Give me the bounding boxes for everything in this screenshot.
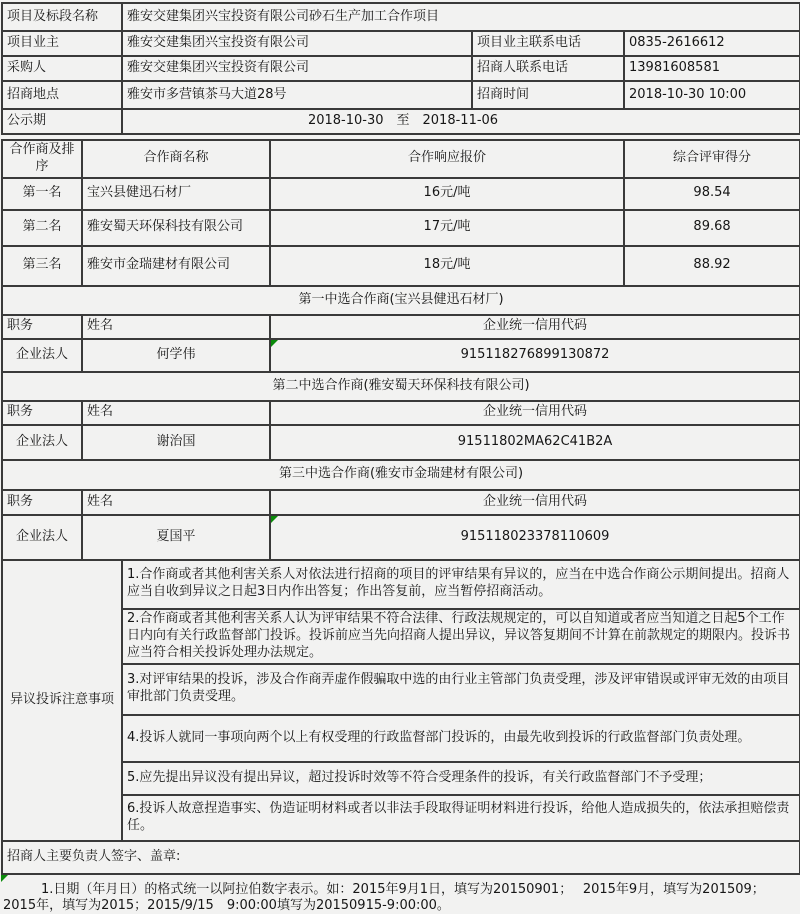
project-name-value: 雅安交建集团兴宝投资有限公司砂石生产加工合作项目 [122,3,800,31]
time-value: 2018-10-30 10:00 [624,81,800,109]
objection-item: 5.应先提出异议没有提出异议，超过投诉时效等不符合受理条件的投诉，有关行政监督部门不予受理； [122,762,800,795]
name-header: 姓名 [82,401,270,425]
objection-row [2,560,800,609]
credit-code-text: 915118023378110609 [460,528,610,544]
credit-code-value: 91511802MA62C41B2A [270,425,800,460]
table-row [2,56,800,81]
owner-phone-label: 项目业主联系电话 [472,31,624,56]
purchaser-value: 雅安交建集团兴宝投资有限公司 [122,56,472,81]
price-cell: 18元/吨 [270,246,624,286]
recruiter-phone-value: 13981608581 [624,56,800,81]
credit-code-header: 企业统一信用代码 [270,315,800,339]
objection-item: 2.合作商或者其他利害关系人认为评审结果不符合法律、行政法规规定的，可以自知道或者应当知道之日起5个工作日内向有关行政监督部门投诉。投诉前应当先向招商人提出异议，异议答复期间不计算在前款规定的期限内。投诉书应当符合相关投诉处理办法规定。 [122,609,800,664]
winner-header-row [2,315,800,339]
legal-person-name: 何学伟 [82,339,270,372]
winner-title-row [2,286,800,315]
company-cell: 雅安蜀天环保科技有限公司 [82,210,270,246]
legal-person-name: 夏国平 [82,515,270,560]
position-value: 企业法人 [2,339,82,372]
ranking-row [2,178,800,210]
objection-item: 3.对评审结果的投诉，涉及合作商弄虚作假骗取中选的由行业主管部门负责受理，涉及评审错误或评审无效的由项目审批部门负责受理。 [122,664,800,715]
date-format-note: 1.日期（年月日）的格式统一以阿拉伯数字表示。如：2015年9月1日，填写为20150901； 2015年9月，填写为201509；2015年，填写为2015；2015/9/15 9:00:00填写为20150915-9:00:00。 [3,881,765,914]
score-cell: 89.68 [624,210,800,246]
position-header: 职务 [2,315,82,339]
position-value: 企业法人 [2,515,82,560]
rank-cell: 第一名 [2,178,82,210]
objection-row [2,795,800,841]
objection-label: 异议投诉注意事项 [2,560,122,841]
winner-title-row [2,460,800,490]
company-cell: 宝兴县健迅石材厂 [82,178,270,210]
objection-item: 4.投诉人就同一事项向两个以上有权受理的行政监督部门投诉的，由最先收到投诉的行政监督部门负责处理。 [122,715,800,762]
publicity-period-label: 公示期 [2,109,122,134]
rank-cell: 第三名 [2,246,82,286]
objection-item: 6.投诉人故意捏造事实、伪造证明材料或者以非法手段取得证明材料进行投诉，给他人造成损失的，依法承担赔偿责任。 [122,795,800,841]
location-label: 招商地点 [2,81,122,109]
signature-row [2,841,800,874]
price-column-header: 合作响应报价 [270,140,624,178]
objection-row [2,762,800,795]
winner-value-row [2,339,800,372]
purchaser-label: 采购人 [2,56,122,81]
position-header: 职务 [2,401,82,425]
position-header: 职务 [2,490,82,515]
table-row [2,81,800,109]
winner-title: 第一中选合作商(宝兴县健迅石材厂) [2,286,800,315]
table-row [2,31,800,56]
legal-person-name: 谢治国 [82,425,270,460]
credit-code-text: 915118276899130872 [460,346,610,362]
objection-row [2,715,800,762]
publicity-period-value: 2018-10-30 至 2018-11-06 [122,109,800,134]
objection-row [2,609,800,664]
score-column-header: 综合评审得分 [624,140,800,178]
credit-code-header: 企业统一信用代码 [270,490,800,515]
name-header: 姓名 [82,490,270,515]
signature-label: 招商人主要负责人签字、盖章: [2,841,800,874]
winner-title: 第三中选合作商(雅安市金瑞建材有限公司) [2,460,800,490]
footer-note [1,875,799,914]
project-name-label: 项目及标段名称 [2,3,122,31]
winner-header-row [2,490,800,515]
rank-cell: 第二名 [2,210,82,246]
name-column-header: 合作商名称 [82,140,270,178]
price-cell: 16元/吨 [270,178,624,210]
winner-title-row [2,372,800,401]
winner-value-row [2,425,800,460]
ranking-header-row [2,140,800,178]
ranking-row [2,246,800,286]
credit-code-value [270,515,800,560]
score-cell: 98.54 [624,178,800,210]
owner-value: 雅安交建集团兴宝投资有限公司 [122,31,472,56]
table-row [2,3,800,31]
winner-value-row [2,515,800,560]
project-info-table [1,2,800,135]
credit-code-header: 企业统一信用代码 [270,401,800,425]
credit-code-value [270,339,800,372]
objection-row [2,664,800,715]
winner-title: 第二中选合作商(雅安蜀天环保科技有限公司) [2,372,800,401]
rank-column-header: 合作商及排序 [2,140,82,178]
name-header: 姓名 [82,315,270,339]
time-label: 招商时间 [472,81,624,109]
cell-flag-triangle-icon [271,516,278,523]
cell-flag-triangle-icon [271,340,278,347]
position-value: 企业法人 [2,425,82,460]
price-cell: 17元/吨 [270,210,624,246]
owner-phone-value: 0835-2616612 [624,31,800,56]
score-cell: 88.92 [624,246,800,286]
table-row [2,109,800,134]
cell-flag-triangle-icon [1,875,8,882]
recruiter-phone-label: 招商人联系电话 [472,56,624,81]
ranking-row [2,210,800,246]
results-table [1,139,800,875]
winner-header-row [2,401,800,425]
owner-label: 项目业主 [2,31,122,56]
objection-item: 1.合作商或者其他利害关系人对依法进行招商的项目的评审结果有异议的，应当在中选合作商公示期间提出。招商人应当自收到异议之日起3日内作出答复；作出答复前，应当暂停招商活动。 [122,560,800,609]
company-cell: 雅安市金瑞建材有限公司 [82,246,270,286]
location-value: 雅安市多营镇茶马大道28号 [122,81,472,109]
